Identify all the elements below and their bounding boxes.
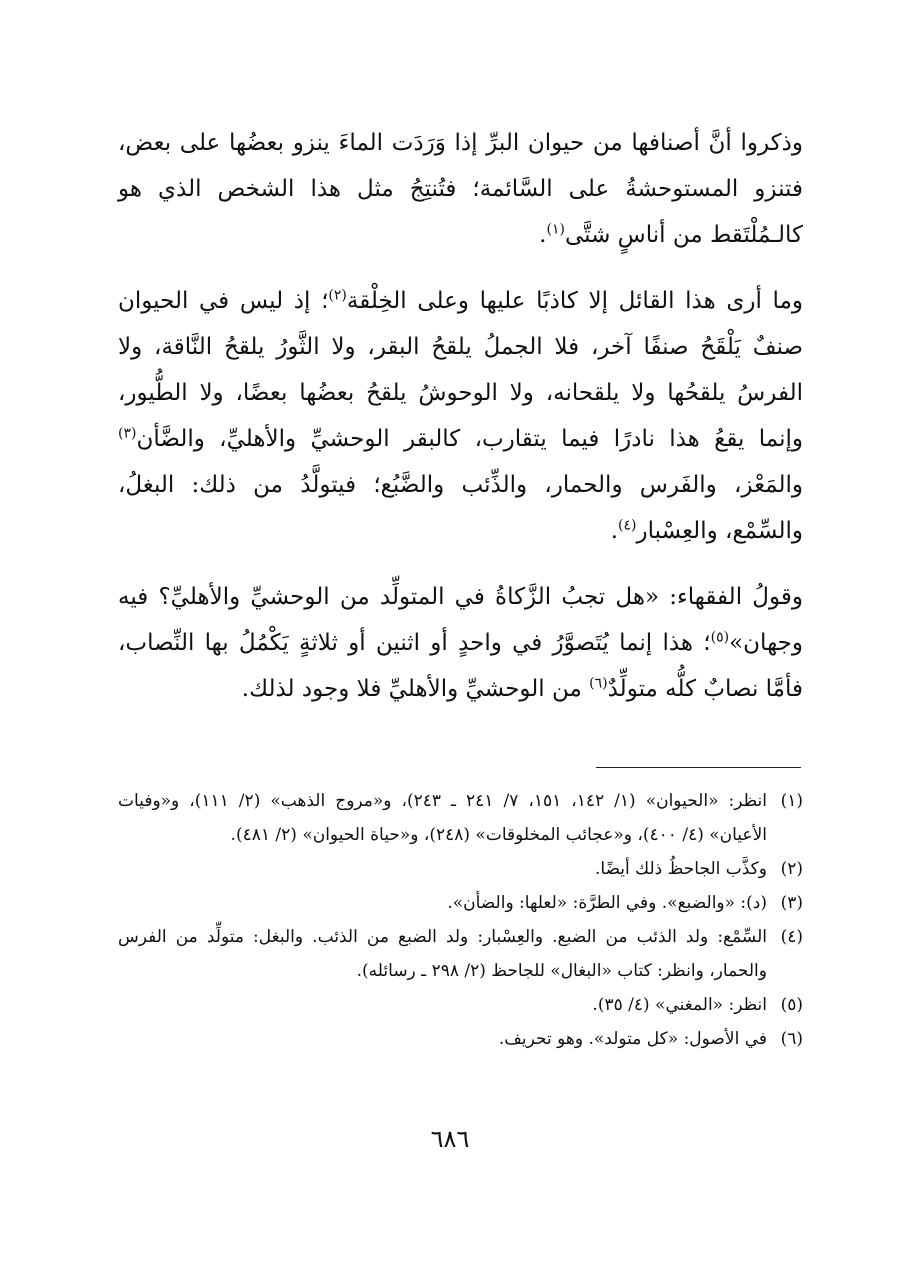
footnote-divider bbox=[596, 767, 801, 768]
footnote-text: السِّمْع: ولد الذئب من الضبع. والعِسْبار: ولد الضبع من الذئب. والبغل: متولِّد من الفرس والحمار، وانظر: كتاب «البغال» للجاحظ (٢/ ٢٩٨ ـ رسائله). bbox=[118, 927, 767, 981]
paragraph-text: ؛ هذا إنما يُتَصوَّرُ في واحدٍ أو اثنين أو ثلاثةٍ يَكْمُلُ بها النِّصاب، فأمَّا نصابٌ كلُّه متولِّدٌ bbox=[118, 630, 803, 702]
footnote-number: (٤) bbox=[780, 927, 803, 947]
paragraph-1 bbox=[118, 120, 803, 258]
paragraph-text: وقولُ الفقهاء: «هل تجبُ الزَّكاةُ في المتولِّد من الوحشيِّ والأهليِّ؟ فيه وجهان» bbox=[118, 584, 803, 656]
footnote-ref[interactable]: (٤) bbox=[618, 517, 637, 534]
footnote-1 bbox=[118, 784, 803, 852]
footnote-text: في الأصول: «كل متولد». وهو تحريف. bbox=[498, 1029, 767, 1049]
page-number: ٦٨٦ bbox=[430, 1125, 470, 1153]
paragraph-2 bbox=[118, 278, 803, 554]
footnote-number: (١) bbox=[780, 791, 803, 811]
footnote-text: انظر: «الحيوان» (١/ ١٤٢، ١٥١، ٧/ ٢٤١ ـ ٢٤٣)، و«مروج الذهب» (٢/ ١١١)، و«وفيات الأعيان» (٤/ ٤٠٠)، و«عجائب المخلوقات» (٢٤٨)، و«حياة الحيوان» (٢/ ٤٨١). bbox=[118, 791, 768, 845]
footnote-number: (٦) bbox=[780, 1029, 803, 1049]
footnote-6 bbox=[118, 1022, 803, 1056]
paragraph-text: . bbox=[610, 518, 619, 544]
footnote-number: (٣) bbox=[780, 893, 803, 913]
footnote-5 bbox=[118, 988, 803, 1022]
footnote-number: (٢) bbox=[780, 859, 803, 879]
paragraph-text: والمَعْز، والفَرس والحمار، والذِّئب والضَّبُع؛ فيتولَّدُ من ذلك: البغلُ، والسِّمْع، والعِسْبار bbox=[118, 472, 803, 544]
footnote-ref[interactable]: (٥) bbox=[710, 629, 730, 646]
footnotes bbox=[118, 784, 803, 1056]
paragraph-text: ؛ إذ ليس في الحيوان صنفٌ يَلْقَحُ صنفًا آخر، فلا الجملُ يلقحُ البقر، ولا الثَّورُ يلقحُ النَّاقة، ولا الفرسُ يلقحُها ولا يلقحانه، ولا الوحوشُ يلقحُ بعضُها بعضًا، ولا الطُّيور، وإنما يقعُ هذا نادرًا فيما يتقارب، كالبقر الوحشيِّ والأهليِّ، والضَّأن bbox=[118, 288, 803, 452]
footnote-ref[interactable]: (٣) bbox=[118, 425, 137, 442]
paragraph-text: . bbox=[539, 222, 547, 248]
footnote-4 bbox=[118, 920, 803, 988]
footnote-text: انظر: «المغني» (٤/ ٣٥). bbox=[592, 995, 767, 1015]
footnote-2 bbox=[118, 852, 803, 886]
paragraph-3 bbox=[118, 574, 803, 712]
paragraph-text: وذكروا أنَّ أصنافها من حيوان البرِّ إذا وَرَدَت الماءَ ينزو بعضُها على بعض، فتنزو المستوحشةُ على السَّائمة؛ فتُنتِجُ مثل هذا الشخص الذي هو كالـمُلْتَقط من أناسٍ شتَّى bbox=[118, 130, 803, 248]
footnote-ref[interactable]: (٢) bbox=[328, 287, 347, 304]
paragraph-text: وما أرى هذا القائل إلا كاذبًا عليها وعلى الخِلْقة bbox=[346, 288, 803, 314]
footnote-text: (د): «والضبع». وفي الطرَّة: «لعلها: والضأن». bbox=[447, 893, 767, 913]
footnote-number: (٥) bbox=[780, 995, 803, 1015]
main-text bbox=[118, 120, 803, 712]
footnote-text: وكذَّب الجاحظُ ذلك أيضًا. bbox=[594, 859, 767, 879]
paragraph-text: من الوحشيِّ والأهليِّ فلا وجود لذلك. bbox=[241, 676, 590, 702]
footnote-ref[interactable]: (٦) bbox=[589, 675, 608, 692]
footnote-3 bbox=[118, 886, 803, 920]
footnote-ref[interactable]: (١) bbox=[546, 221, 565, 238]
